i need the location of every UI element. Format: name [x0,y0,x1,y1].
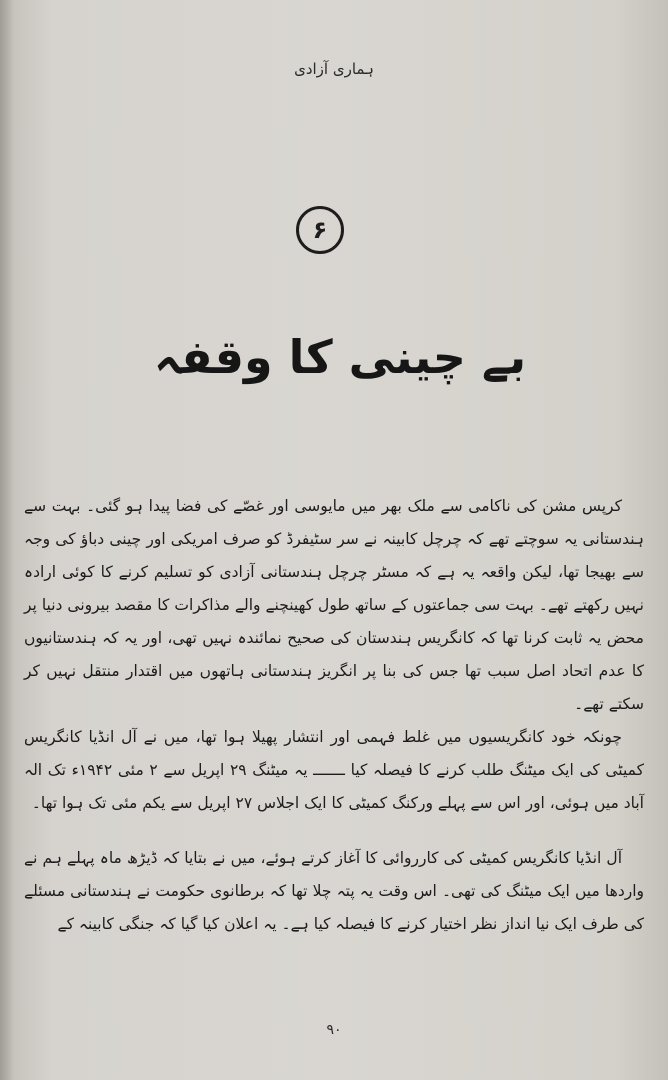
page-gutter-shadow [0,0,14,1080]
page-number: ۹۰ [326,1022,342,1038]
paragraph-2: چونکہ خود کانگریسیوں میں غلط فہمی اور انتشار پھیلا ہوا تھا، میں نے آل انڈیا کانگریس کمیٹی کی ایک میٹنگ طلب کرنے کا فیصلہ کیا ـــــــ یہ میٹنگ ۲۹ اپریل سے ۲ مئی ۱۹۴۲ء تک الہ آباد میں ہوئی، اور اس سے پہلے ورکنگ کمیٹی کا ایک اجلاس ۲۷ اپریل سے یکم مئی تک ہوا تھا۔ [24,728,645,812]
chapter-number-circle [296,206,344,254]
running-header: ہماری آزادی [294,60,374,78]
chapter-title: بے چینی کا وقفہ [153,330,527,384]
chapter-number: ۶ [312,216,328,244]
paragraph-3: آل انڈیا کانگریس کمیٹی کی کارروائی کا آغاز کرتے ہوئے، میں نے بتایا کہ ڈیڑھ ماہ پہلے ہم نے واردھا میں ایک میٹنگ کی تھی۔ اس وقت یہ پتہ چلا تھا کہ برطانوی حکومت نے ہندستانی مسئلے کی طرف ایک نیا انداز نظر اختیار کرنے کا فیصلہ کیا ہے۔ یہ اعلان کیا گیا کہ جنگی کابینہ کے [24,849,644,933]
paragraph-1: کرپس مشن کی ناکامی سے ملک بھر میں مایوسی اور غصّے کی فضا پیدا ہو گئی۔ بہت سے ہندستانی یہ سوچتے تھے کہ چرچل کابینہ نے سر سٹیفرڈ کو صرف امریکی اور چینی دباؤ کی وجہ سے بھیجا تھا، لیکن واقعہ یہ ہے کہ مسٹر چرچل ہندستانی آزادی کو تسلیم کرنے کا کوئی ارادہ نہیں رکھتے تھے۔ بہت سی جماعتوں کے ساتھ طول کھینچنے والے مذاکرات کا مقصد بیرونی دنیا پر محض یہ ثابت کرنا تھا کہ کانگریس ہندستان کی صحیح نمائندہ نہیں تھی، اور یہ کہ ہندستانیوں کا عدم اتحاد اصل سبب تھا جس کی بنا پر انگریز ہندستانی ہاتھوں میں اقتدار منتقل نہیں کر سکتے تھے۔ [24,497,644,713]
body-text [24,490,644,941]
